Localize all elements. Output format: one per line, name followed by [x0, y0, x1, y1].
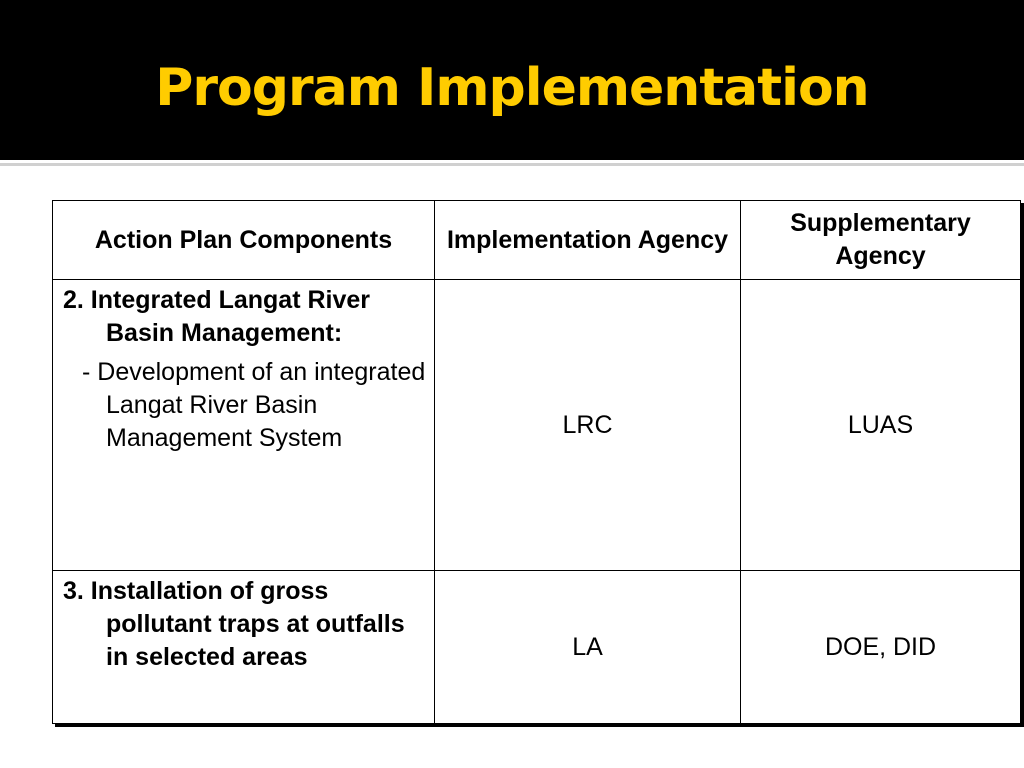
implementation-table — [52, 200, 1021, 724]
component-cell — [53, 571, 435, 724]
component-detail: - Development of an integrated Langat River Basin Management System — [82, 358, 426, 452]
title-divider — [0, 163, 1024, 166]
table-header-row — [53, 201, 1021, 280]
implementation-agency-cell: LRC — [435, 280, 741, 571]
implementation-table-container — [52, 200, 1021, 724]
implementation-agency-cell: LA — [435, 571, 741, 724]
table-row — [53, 571, 1021, 724]
table-row — [53, 280, 1021, 571]
header-action-plan-components: Action Plan Components — [53, 201, 435, 280]
supplementary-agency-cell: LUAS — [741, 280, 1021, 571]
component-title: 2. Integrated Langat River Basin Management: — [63, 286, 371, 347]
slide-title: Program Implementation — [155, 58, 869, 118]
header-supplementary-agency: Supplementary Agency — [741, 201, 1021, 280]
header-implementation-agency: Implementation Agency — [435, 201, 741, 280]
component-title: 3. Installation of gross pollutant traps at outfalls in selected areas — [63, 577, 405, 671]
title-band — [0, 0, 1024, 160]
supplementary-agency-cell: DOE, DID — [741, 571, 1021, 724]
component-cell — [53, 280, 435, 571]
